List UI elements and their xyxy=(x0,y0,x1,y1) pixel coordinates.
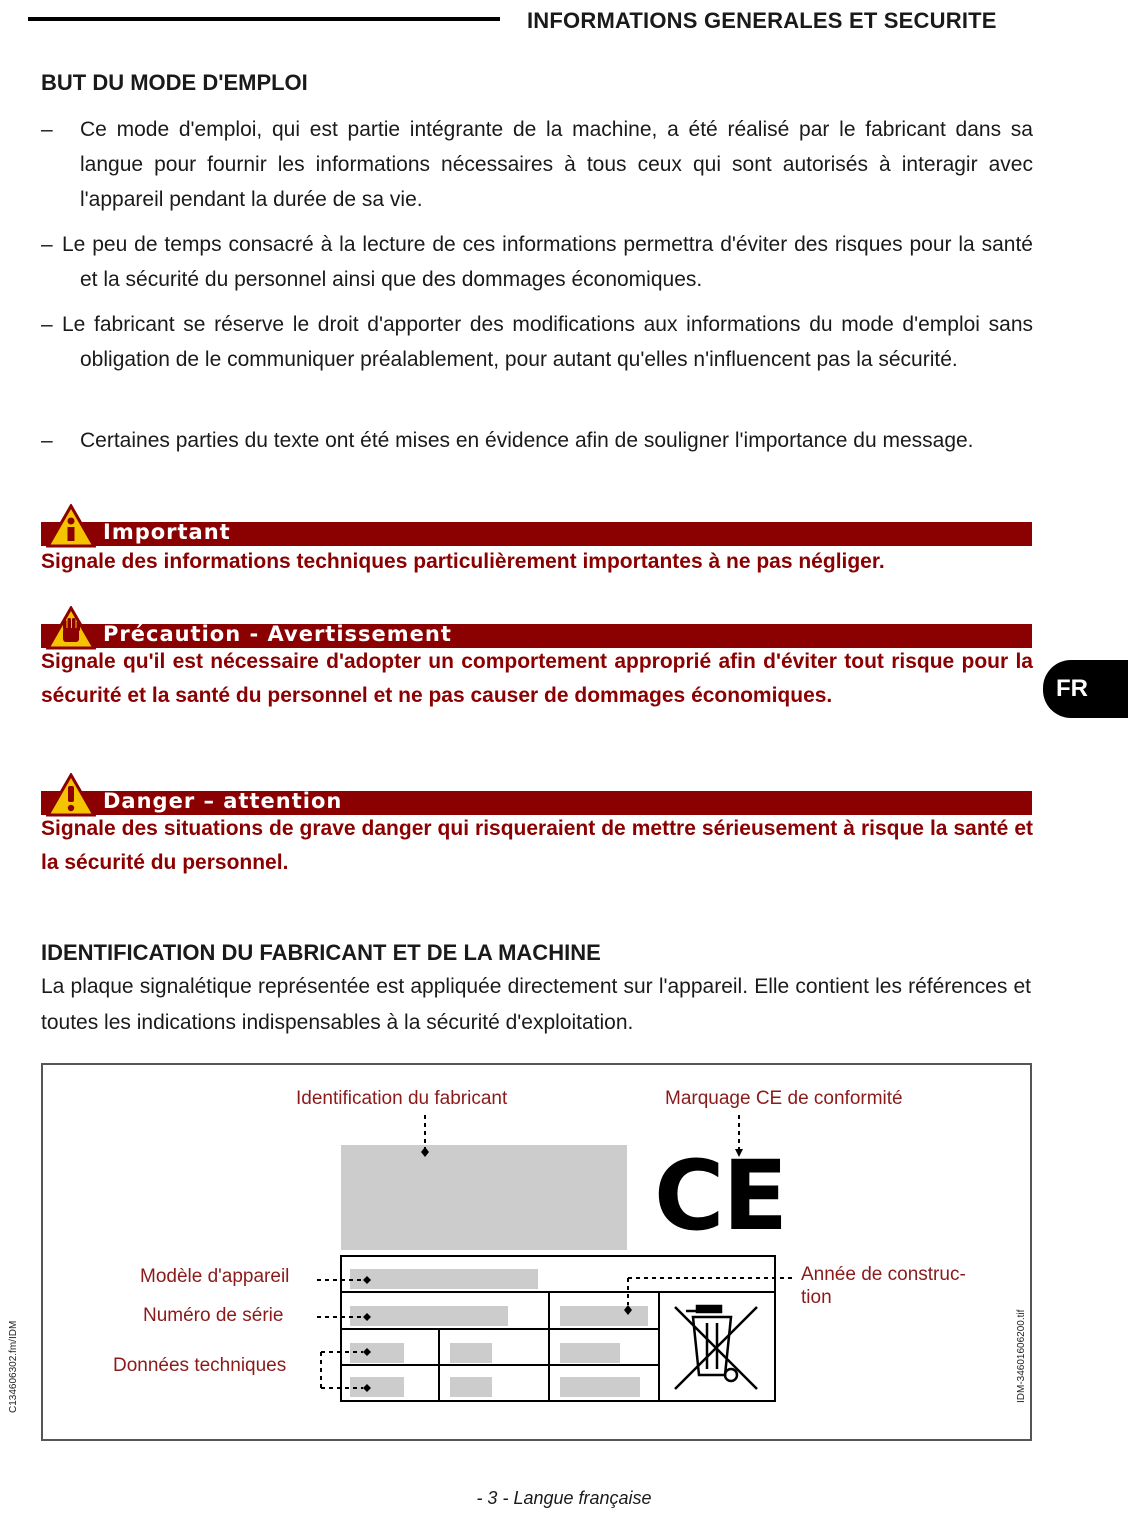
notice-text-caution: Signale qu'il est nécessaire d'adopter un comportement approprié afin d'éviter tout risque pour la sécurité et la santé du personnel et ne pas causer de dommages économiques. xyxy=(41,650,1033,707)
section-title-identification: IDENTIFICATION DU FABRICANT ET DE LA MACHINE xyxy=(41,940,601,965)
bullet-dash: – xyxy=(41,429,53,452)
notice-title: Précaution - Avertissement xyxy=(103,622,452,646)
exclamation-warning-icon xyxy=(46,773,96,817)
label-year-line2: tion xyxy=(801,1287,832,1308)
notice-title: Danger – attention xyxy=(103,789,343,813)
bullet-text: Ce mode d'emploi, qui est partie intégrante de la machine, a été réalisé par le fabricant dans sa langue pour fournir les informations nécessaires à tous ceux qui sont autorisés à interagir avec l'appareil pendant la durée de sa vie. xyxy=(80,118,1033,211)
bullet-dash: – xyxy=(41,313,53,336)
bullet-item xyxy=(41,112,1033,217)
section-title-purpose: BUT DU MODE D'EMPLOI xyxy=(41,70,308,95)
bullet-text: Le fabricant se réserve le droit d'apporter des modifications aux informations du mode d'emploi sans obligation de le communiquer préalablement, pour autant qu'elles n'influencent pas la sécurité. xyxy=(62,313,1033,371)
bullet-item xyxy=(41,227,1033,297)
label-model: Modèle d'appareil xyxy=(140,1266,290,1287)
label-serial-number: Numéro de série xyxy=(143,1305,284,1326)
bullet-dash: – xyxy=(41,233,53,256)
page-header-title: INFORMATIONS GENERALES ET SECURITE xyxy=(527,8,997,33)
notice-title: Important xyxy=(103,520,231,544)
bullet-text: Le peu de temps consacré à la lecture de ces informations permettra d'éviter des risques pour la santé et la sécurité du personnel ainsi que des dommages économiques. xyxy=(62,233,1033,291)
language-tab-fr: FR xyxy=(1043,660,1128,718)
info-warning-icon xyxy=(46,504,96,548)
side-code-right: IDM-34601606200.tif xyxy=(1016,1309,1027,1403)
page-footer: - 3 - Langue française xyxy=(476,1488,652,1508)
notice-bar-important xyxy=(41,522,1032,546)
identification-paragraph: La plaque signalétique représentée est appliquée directement sur l'appareil. Elle contient les références et toutes les indications indispensables à la sécurité d'exploitation. xyxy=(41,975,1031,1034)
side-code-left: C134606302.fm/IDM xyxy=(8,1320,19,1413)
nameplate-drawing xyxy=(41,1063,1032,1441)
label-year-line1: Année de construc- xyxy=(801,1264,966,1285)
manufacturer-area xyxy=(341,1145,627,1250)
label-ce-marking: Marquage CE de conformité xyxy=(665,1088,903,1109)
hand-stop-warning-icon xyxy=(46,606,96,650)
label-manufacturer-id: Identification du fabricant xyxy=(296,1088,508,1109)
bullet-text: Certaines parties du texte ont été mises en évidence afin de souligner l'importance du message. xyxy=(80,429,974,452)
bullet-dash: – xyxy=(41,118,53,141)
notice-text-important: Signale des informations techniques particulièrement importantes à ne pas négliger. xyxy=(41,550,885,573)
bullet-item xyxy=(41,423,1033,458)
ce-mark: CE xyxy=(654,1140,787,1252)
notice-text-danger: Signale des situations de grave danger qui risqueraient de mettre sérieusement à risque la santé et la sécurité du personnel. xyxy=(41,817,1033,874)
bullet-item xyxy=(41,307,1033,377)
crossed-bin-icon xyxy=(675,1306,757,1389)
header-rule xyxy=(28,17,500,21)
label-technical-data: Données techniques xyxy=(113,1355,287,1376)
